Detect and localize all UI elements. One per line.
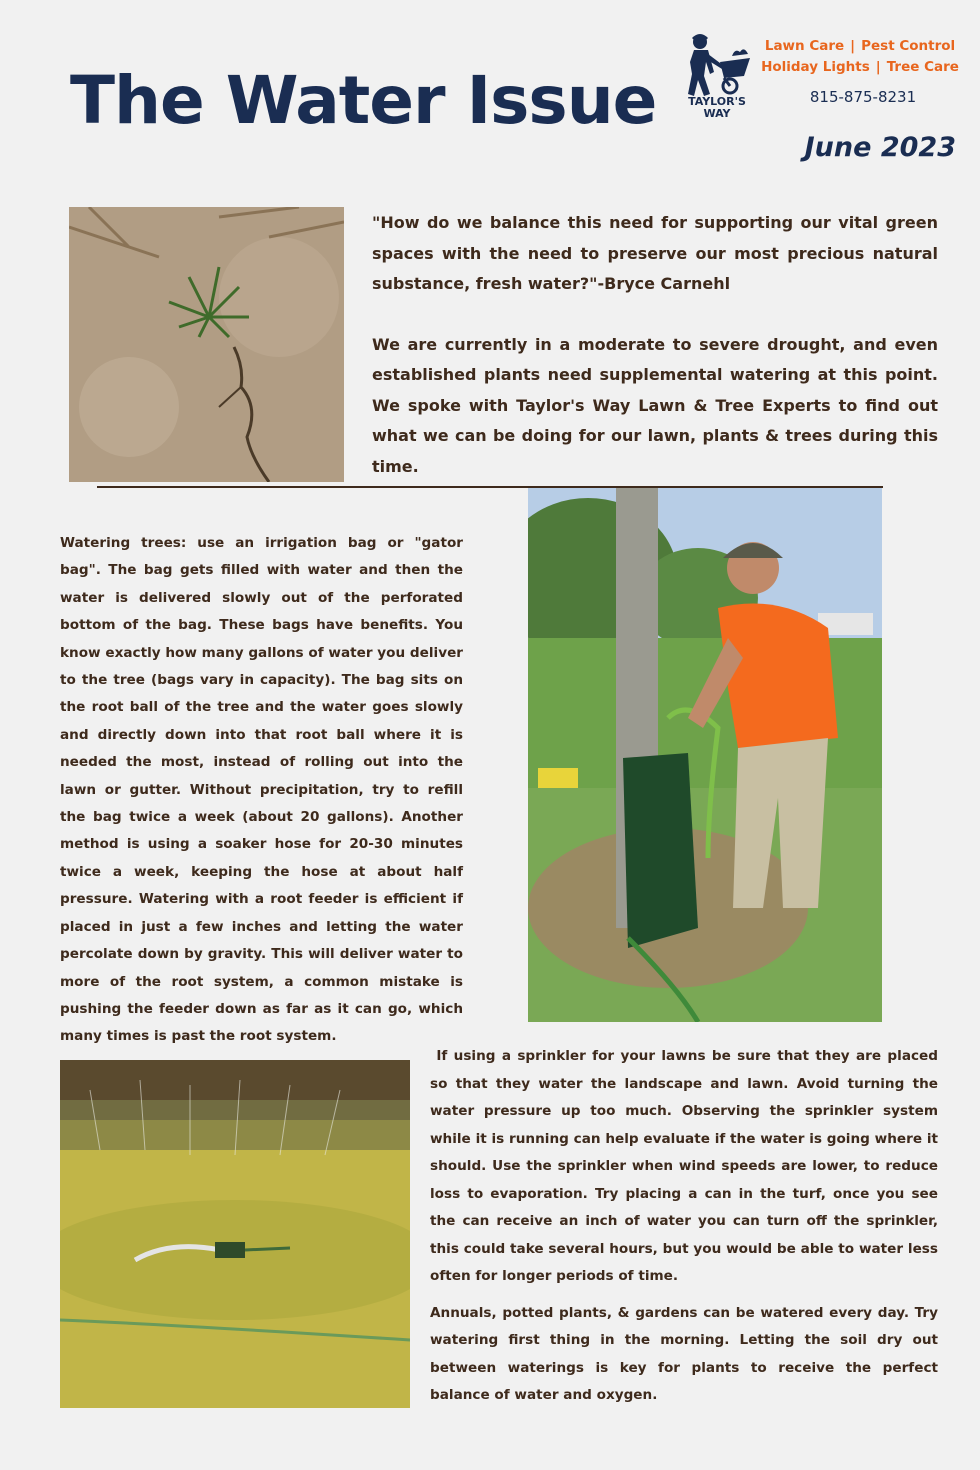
page-title: The Water Issue: [70, 62, 657, 139]
service-holiday-lights: Holiday Lights: [761, 59, 870, 75]
service-pest-control: Pest Control: [861, 38, 956, 54]
phone-number: 815-875-8231: [809, 88, 917, 106]
annuals-paragraph: Annuals, potted plants, & gardens can be watered every day. Try watering first thing in the morning. Letting the soil dry out between waterings is key for plants to receive the perfect balance of water and oxygen.: [430, 1304, 938, 1403]
sprinkler-section: [430, 1043, 943, 1410]
issue-date: June 2023: [804, 132, 956, 163]
sprinkler-paragraph: If using a sprinkler for your lawns be sure that they are placed so that they water the landscape and lawn. Avoid turning the water pressure up too much. Observing the sprinkler system while it is running can help evaluate if the water is going where it should. Use the sprinkler when wind speeds are lower, to reduce loss to evaporation. Try placing a can in the turf, once you see the can receive an inch of water you can turn off the sprinkler, this could take several hours, but you would be able to water less often for longer periods of time.: [430, 1048, 943, 1284]
services-list: Lawn Care | Pest Control Holiday Lights | Tree Care: [761, 38, 959, 75]
service-lawn-care: Lawn Care: [764, 38, 845, 54]
intro-quote: "How do we balance this need for supporting our vital green spaces with the need to preserve our most precious natural substance, fresh water?"-Bryce Carnehl: [372, 213, 938, 293]
intro-section: [372, 208, 938, 482]
dry-soil-photo: [69, 207, 344, 482]
logo-text: TAYLOR'S WAY: [688, 95, 746, 120]
watering-trees-text: Watering trees: use an irrigation bag or "gator bag". The bag gets filled with water and then the water is delivered slowly out of the perforated bottom of the bag. These bags have benefits. You know exactly how many gallons of water you deliver to the tree (bags vary in capacity). The bag sits on the root ball of the tree and the water goes slowly and directly down into that root ball where it is needed the most, instead of rolling out into the lawn or gutter. Without precipitation, try to refill the bag twice a week (about 20 gallons). Another method is using a soaker hose for 20-30 minutes twice a week, keeping the hose at about half pressure. Watering with a root feeder is efficient if placed in just a few inches and letting the water percolate down by gravity. This will deliver water to more of the root system, a common mistake is pushing the feeder down as far as it can go, which many times is past the root system.: [60, 535, 463, 1045]
lawn-sprinkler-photo: [60, 1060, 410, 1408]
service-tree-care: Tree Care: [886, 59, 959, 75]
tree-gator-bag-photo: [528, 488, 882, 1022]
intro-paragraph: We are currently in a moderate to severe drought, and even established plants need supplemental watering at this point. We spoke with Taylor's Way Lawn & Tree Experts to find out what we can be doing for our lawn, plants & trees during this time.: [372, 334, 938, 476]
